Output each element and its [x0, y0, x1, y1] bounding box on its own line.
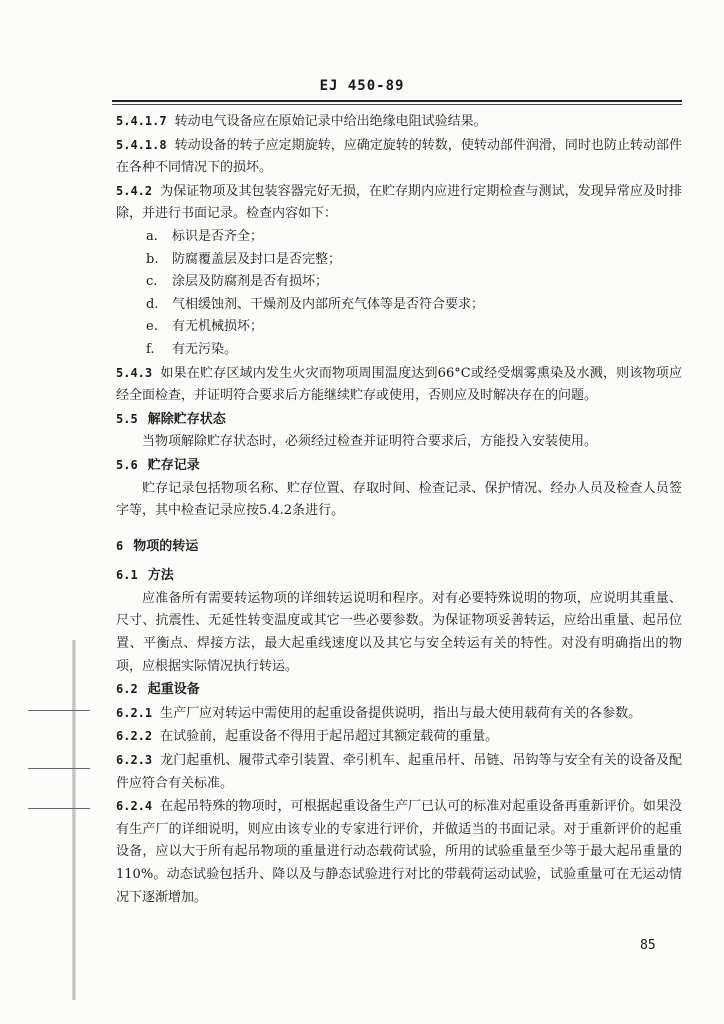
- page-number: 85: [640, 938, 656, 953]
- clause-6-2-1: 6.2.1 生产厂应对转运中需使用的起重设备提供说明，指出与最大使用载荷有关的各参数。: [116, 705, 642, 721]
- clause-6-2-3: 6.2.3 龙门起重机、履带式牵引装置、牵引机车、起重吊杆、吊链、吊钩等与安全有关的设备及配件应符合有关标准。: [116, 753, 682, 791]
- list-item: e. 有无机械损坏；: [146, 319, 264, 335]
- scan-mark-line: [28, 808, 90, 809]
- header-rule: [112, 100, 682, 102]
- clause-5-4-3: 5.4.3 如果在贮存区域内发生火灾而物项周围温度达到66°C或经受烟雾熏染及水溅，则该物项应经全面检查，并证明符合要求后方能继续贮存或使用，否则应及时解决存在的问题。: [116, 365, 682, 404]
- page-body: [116, 110, 682, 909]
- list-item: c. 涂层及防腐剂是否有损坏；: [146, 274, 329, 290]
- section-heading-5-5: 5.5 解除贮存状态: [116, 411, 226, 427]
- clause-5-4-2: 5.4.2 为保证物项及其包装容器完好无损，在贮存期内应进行定期检查与测试，发现异常应及时排除，并进行书面记录。检查内容如下：: [116, 183, 682, 222]
- chapter-heading-6: 6 物项的转运: [116, 538, 199, 554]
- list-item: d. 气相缓蚀剂、干燥剂及内部所充气体等是否符合要求；: [146, 296, 485, 312]
- clause-6-2-2: 6.2.2 在试验前，起重设备不得用于起吊超过其额定载荷的重量。: [116, 729, 499, 745]
- clause-6-2-4: 6.2.4 在起吊特殊的物项时，可根据起重设备生产厂已认可的标准对起重设备再重新评价。如果没有生产厂的详细说明，则应由该专业的专家进行评价，并做适当的书面记录。对于重新评价的起重设备，应以大于所有起吊物项的重量进行动态载荷试验，所用的试验重量至少等于最大起吊重量的110%。动态试验包括升、降以及与静态试验进行对比的带载荷运动试验，试验重量可在无运动情况下逐渐增加。: [116, 799, 682, 905]
- binding-edge-shadow: [72, 640, 76, 1000]
- scan-mark-line: [28, 768, 90, 769]
- header-rule-thin: [112, 104, 682, 105]
- document-code: EJ 450-89: [319, 78, 405, 94]
- section-gap: [116, 523, 682, 535]
- list-item: a. 标识是否齐全；: [146, 228, 264, 244]
- clause-5-4-1-7: 5.4.1.7 转动电气设备应在原始记录中给出绝缘电阻试验结果。: [116, 114, 487, 129]
- clause-5-5-body: 当物项解除贮存状态时，必须经过检查并证明符合要求后，方能投入安装使用。: [142, 434, 598, 450]
- scan-mark-line: [28, 710, 90, 711]
- list-item: f. 有无污染。: [146, 341, 238, 357]
- clause-5-4-1-8: 5.4.1.8 转动设备的转子应定期旋转，应确定旋转的转数，使转动部件润滑，同时也防止转动部件在各种不同情况下的损坏。: [116, 137, 682, 176]
- clause-5-6-body: 贮存记录包括物项名称、贮存位置、存取时间、检查记录、保护情况、经办人员及检查人员签字等，其中检查记录应按5.4.2条进行。: [116, 480, 682, 519]
- clause-6-1-body: 应准备所有需要转运物项的详细转运说明和程序。对有必要特殊说明的物项，应说明其重量、尺寸、抗震性、无延性转变温度或其它一些必要参数。为保证物项妥善转运，应给出重量、起吊位置、平衡点、焊接方法，最大起重线速度以及其它与安全转运有关的特性。对没有明确指出的物项，应根据实际情况执行转运。: [116, 590, 682, 674]
- section-heading-6-1: 6.1 方法: [116, 568, 174, 584]
- section-heading-5-6: 5.6 贮存记录: [116, 457, 200, 473]
- list-item: b. 防腐覆盖层及封口是否完整；: [146, 251, 342, 267]
- section-heading-6-2: 6.2 起重设备: [116, 682, 200, 698]
